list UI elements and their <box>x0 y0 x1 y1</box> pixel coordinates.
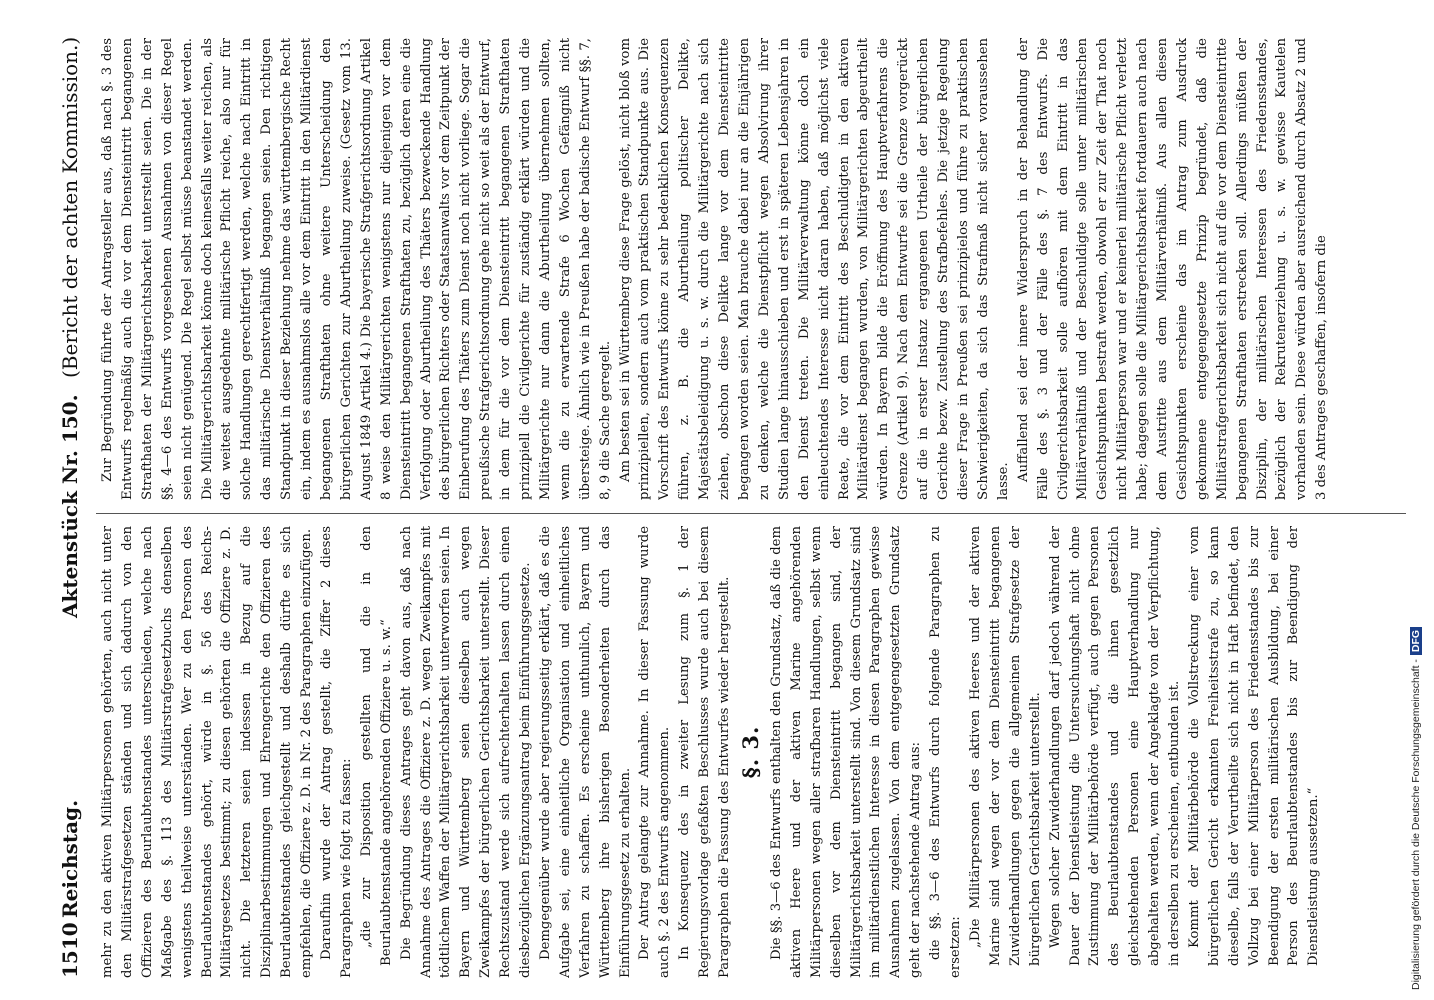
quoted-paragraph: „die zur Disposition gestellten und die in den Beurlaubtenstande angehörenden Offiziere u. s. w.“ <box>358 526 394 966</box>
rotated-document-page <box>52 38 1412 978</box>
quoted-paragraph: „Die Militärpersonen des aktiven Heeres und der aktiven Marine sind wegen der vor dem Diensteintritt begangenen Zuwiderhandlungen gegen die allgemeinen Strafgesetze der bürgerlichen Gerichtsbarkeit unterstellt. <box>967 526 1043 966</box>
paragraph: In Konsequenz des in zweiter Lesung zum §. 1 der Regierungsvorlage gefaßten Beschlusses wurde auch bei diesem Paragraphen die Fassung des Entwurfes wieder hergestellt. <box>677 526 733 978</box>
header-left-title: Reichstag. <box>58 799 82 918</box>
paragraph: Auffallend sei der innere Widerspruch in der Behandlung der Fälle des §. 3 und der Fälle des §. 7 des Entwurfs. Die Civilgerichtsbarkeit solle aufhören mit dem Eintritt in das Militärverhältniß und der Beschuldigte solle unter militärischen Gesichtspunkten bestraft werden, obwohl er zur Zeit der That noch nicht Militärperson war und er keinerlei militärische Pflicht verletzt habe; dagegen solle die Militärgerichtsbarkeit fortdauern auch nach dem Austritte aus dem Militärverhältniß. Aus allen diesen Gesichtspunkten erscheine das im Antrag zum Ausdruck gekommene entgegengesetzte Prinzip begründet, daß die Militärstrafgerichtsbarkeit sich nicht auf die vor dem Diensteintritte begangenen Strafthaten erstrecken soll. Allerdings müßten der Disziplin, der militärischen Interessen des Friedensstandes, bezüglich der Rekrutenerziehung u. s. w. gewisse Kautelen vorhanden sein. Diese würden aber ausreichend durch Absatz 2 und 3 des Antrages geschaffen, insofern die <box>1015 38 1330 500</box>
section-heading: §. 3. <box>738 725 763 779</box>
quoted-paragraph: Kommt der Militärbehörde die Vollstreckung einer vom bürgerlichen Gericht erkannten Freiheitsstrafe zu, so kann dieselbe, falls der Verurtheilte sich nicht in Haft befindet, den Vollzug bei einer Militärperson des Friedensstandes bis zur Beendigung der ersten militärischen Ausbildung, bei einer Person des Beurlaubtenstandes bis zur Beendigung der Dienstleistung aussetzen.“ <box>1186 526 1322 966</box>
column-divider <box>96 513 1406 514</box>
paragraph: Am besten sei in Württemberg diese Frage gelöst, nicht bloß vom prinzipiellen, sondern auch vom praktischen Standpunkte aus. Die Vorschrift des Entwurfs könne zu sehr bedenklichen Konsequenzen führen, z. B. die Aburtheilung politischer Delikte, Majestätsbeleidigung u. s. w. durch die Militärgerichte nach sich ziehen, obschon diese Delikte lange vor dem Diensteintritte begangen worden seien. Man brauche dabei nur an die Einjährigen zu denken, welche die Dienstpflicht wegen Absolvirung ihrer Studien lange hinausschieben und erst in späteren Lebensjahren in den Dienst treten. Die Militärverwaltung könne doch ein einleuchtendes Interesse nicht daran haben, daß möglichst viele Reate, die vor dem Eintritt des Beschuldigten in den aktiven Militärdienst begangen wurden, von Militärgerichten abgeurtheilt würden. In Bayern bilde die Eröffnung des Hauptverfahrens die Grenze (Artikel 9). Nach dem Entwurfe sei die Grenze vorgerückt auf die in erster Instanz ergangenen Urtheile der bürgerlichen Gerichte bezw. Zustellung des Strafbefehles. Die jetzige Regelung dieser Frage in Preußen sei prinzipielos und führe zu praktischen Schwierigkeiten, da sich das Strafmaß nicht sicher voraussehen lasse. <box>617 38 1011 500</box>
right-text-column <box>98 38 1398 500</box>
left-text-column <box>98 526 1398 978</box>
paragraph: Daraufhin wurde der Antrag gestellt, die Ziffer 2 dieses Paragraphen wie folgt zu fassen: <box>318 526 354 978</box>
paragraph: Demgegenüber wurde aber regierungsseitig erklärt, daß es die Aufgabe sei, eine einheitliche Organisation und einheitliches Verfahren zu schaffen. Es erscheine unthunlich, Bayern und Württemberg ihre bisherigen Besonderheiten durch das Einführungsgesetz zu erhalten. <box>537 526 633 978</box>
dfg-logo: DFG <box>1410 627 1422 655</box>
paragraph: Zur Begründung führte der Antragsteller aus, daß nach §. 3 des Entwurfs regelmäßig auch die vor dem Diensteintritt begangenen Strafthaten der Militärgerichtsbarkeit unterstellt seien. Die in der §§. 4—6 des Entwurfs vorgesehenen Ausnahmen von dieser Regel seien nicht genügend. Die Regel selbst müsse beanstandet werden. Die Militärgerichtsbarkeit könne doch keinesfalls weiter reichen, als die weitest ausgedehnte militärische Pflicht reiche, also nur für solche Handlungen gerechtfertigt werden, welche nach Eintritt in das militärische Dienstverhältniß begangen seien. Den richtigen Standpunkt in dieser Beziehung nehme das württembergische Recht ein, indem es ausnahmslos alle vor dem Eintritt in den Militärdienst begangenen Strafthaten ohne weitere Unterscheidung den bürgerlichen Gerichten zur Aburtheilung zuweise. (Gesetz vom 13. August 1849 Artikel 4.) Die bayerische Strafgerichtsordnung Artikel 8 weise den Militärgerichten wenigstens nur diejenigen vor dem Diensteintritt begangenen Strafthaten zu, bezüglich deren eine die Verfolgung oder Aburtheilung des Thäters bezweckende Handlung des bürgerlichen Richters oder Staatsanwalts vor dem Zeitpunkt der Einberufung des Thäters zum Dienst noch nicht vorliege. Sogar die preußische Strafgerichtsordnung gehe nicht so weit als der Entwurf, in dem für die vor dem Diensteintritt begangenen Strafthaten prinzipiell die Civilgerichte für zuständig erklärt würden und die Militärgerichte nur dann die Aburtheilung übernehmen sollten, wenn die zu erwartende Strafe 6 Wochen Gefängniß nicht übersteige. Ähnlich wie in Preußen habe der badische Entwurf §§. 7, 8, 9 die Sache geregelt. <box>100 38 613 500</box>
paragraph: Die Begründung dieses Antrages geht davon aus, daß nach Annahme des Antrages die Offiziere z. D. wegen Zweikampfes mit tödtlichem Waffen der Militärgerichtsbarkeit unterworfen seien. In Bayern und Württemberg seien dieselben auch wegen Zweikampfes der bürgerlichen Gerichtsbarkeit unterstellt. Dieser Rechtszustand werde sich aufrechterhalten lassen durch einen diesbezüglichen Ergänzungsantrag beim Einführungsgesetze. <box>398 526 534 978</box>
paragraph: Der Antrag gelangte zur Annahme. In dieser Fassung wurde auch §. 2 des Entwurfs angenommen. <box>637 526 673 978</box>
paragraph: die §§. 3—6 des Entwurfs durch folgende Paragraphen zu ersetzen: <box>928 526 964 978</box>
digitization-credit <box>1410 10 1430 990</box>
header-right-title: (Bericht der achten Kommission.) <box>58 36 82 378</box>
page-number: 1510 <box>58 922 82 978</box>
page-header <box>52 38 92 978</box>
header-center-title: Aktenstück Nr. 150. <box>58 394 82 618</box>
paragraph: Die §§. 3—6 des Entwurfs enthalten den Grundsatz, daß die dem aktiven Heere und der aktiven Marine angehörenden Militärpersonen wegen aller strafbaren Handlungen, selbst wenn dieselben vor dem Diensteintritt begangen sind, der Militärgerichtsbarkeit unterstellt sind. Von diesem Grundsatz sind im militärdienstlichen Interesse in diesen Paragraphen gewisse Ausnahmen zugelassen. Von dem entgegengesetzten Grundsatz geht der nachstehende Antrag aus: <box>768 526 924 978</box>
paragraph: mehr zu den aktiven Militärpersonen gehörten, auch nicht unter den Militärstrafgesetzen ständen und sich dadurch von den Offizieren des Beurlaubtenstandes unterschieden, welche nach Maßgabe des §. 113 des Militärstrafgesetzbuchs denselben wenigstens theilweise unterständen. Wer zu den Personen des Beurlaubtenstandes gehört, würde in §. 56 des Reichs-Militärgesetzes bestimmt; zu diesen gehörten die Offiziere z. D. nicht. Die letzteren seien indessen in Bezug auf die Disziplinarbestimmungen und Ehrengerichte den Offizieren des Beurlaubtenstandes gleichgestellt und deshalb dürfte es sich empfehlen, die Offiziere z. D. in Nr. 2 des Paragraphen einzufügen. <box>100 526 315 978</box>
quoted-paragraph: Wegen solcher Zuwiderhandlungen darf jedoch während der Dauer der Dienstleistung die Untersuchungshaft nicht ohne Zustimmung der Militärbehörde verfügt, auch gegen Personen des Beurlaubtenstandes und die ihnen gesetzlich gleichstehenden Personen eine Hauptverhandlung nur abgehalten werden, wenn der Angeklagte von der Verpflichtung, in derselben zu erscheinen, entbunden ist. <box>1047 526 1183 966</box>
credit-text: Digitalisierung gefördert durch die Deutsche Forschungsgemeinschaft - <box>1410 659 1422 990</box>
